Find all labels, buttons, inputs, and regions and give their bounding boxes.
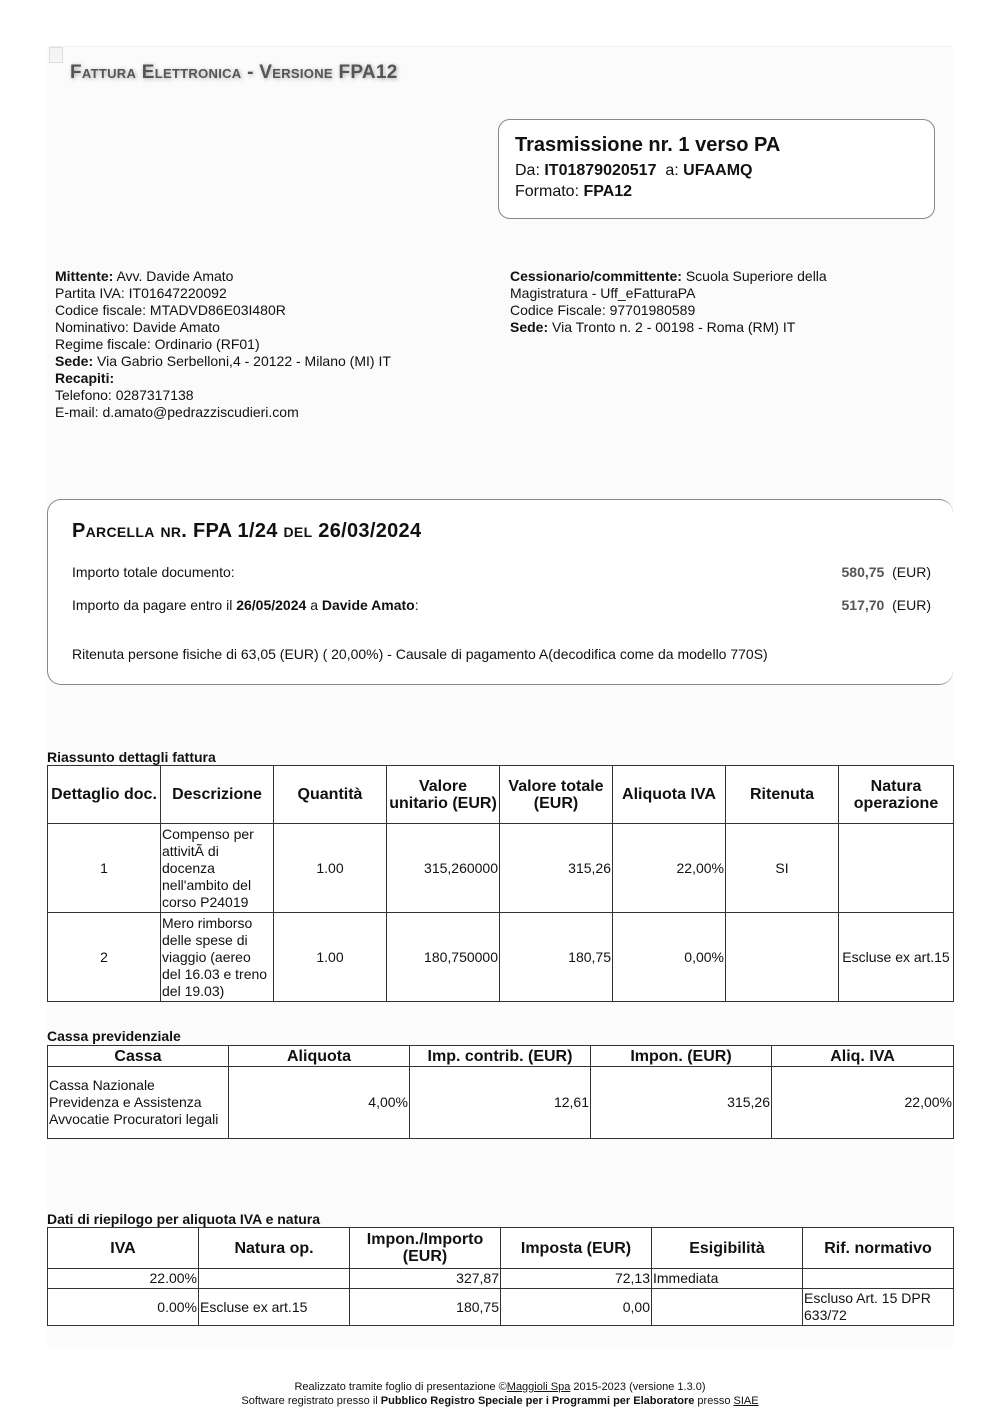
pension-header-row: Cassa Aliquota Imp. contrib. (EUR) Impon. (EUR) Aliq. IVA xyxy=(48,1046,954,1067)
broken-image-icon xyxy=(49,47,63,63)
table-row: 22.00% 327,87 72,13 Immediata xyxy=(48,1269,954,1289)
pension-table xyxy=(47,1045,954,1139)
transmission-heading: Trasmissione nr. 1 verso PA xyxy=(515,134,781,156)
details-header-row: Dettaglio doc. Descrizione Quantità Valore unitario (EUR) Valore totale (EUR) Aliquota IVA Ritenuta Natura operazione xyxy=(48,766,954,824)
total-amount-row: Importo totale documento: 580,75 (EUR) xyxy=(72,564,931,580)
details-section-title: Riassunto dettagli fattura xyxy=(47,749,216,765)
table-row: 0.00% Escluse ex art.15 180,75 0,00 Escluso Art. 15 DPR 633/72 xyxy=(48,1289,954,1326)
recipient-block: Cessionario/committente: Scuola Superiore della Magistratura - Uff_eFatturaPA Codice Fiscale: 97701980589 Sede: Via Tronto n. 2 - 00198 - Roma (RM) IT xyxy=(510,268,827,335)
invoice-number-title: Parcella nr. FPA 1/24 del 26/03/2024 xyxy=(72,520,422,542)
details-table xyxy=(47,765,954,1002)
maggioli-link[interactable]: Maggioli Spa xyxy=(506,1381,571,1393)
document-title: Fattura Elettronica - Versione FPA12 xyxy=(70,62,398,83)
footer-line-2: Software registrato presso il Pubblico Registro Speciale per i Programmi per Elaboratore presso SIAE xyxy=(241,1395,759,1407)
transmission-from-to: Da: IT01879020517 a: UFAAMQ xyxy=(515,162,753,179)
footer xyxy=(0,1380,1000,1408)
table-row: 1 Compenso per attivitÃ di docenza nell'ambito del corso P24019 1.00 315,260000 315,26 22,00% SI xyxy=(48,824,954,913)
summary-section-title: Dati di riepilogo per aliquota IVA e natura xyxy=(47,1211,321,1227)
table-row: 2 Mero rimborso delle spese di viaggio (aereo del 16.03 e treno del 19.03) 1.00 180,750000 180,75 0,00% Escluse ex art.15 xyxy=(48,913,954,1002)
siae-link[interactable]: SIAE xyxy=(733,1395,759,1407)
sender-block: Mittente: Avv. Davide Amato Partita IVA: IT01647220092 Codice fiscale: MTADVD86E03I480R Nominativo: Davide Amato Regime fiscale: Ordinario (RF01) Sede: Via Gabrio Serbelloni,4 - 20122 - Milano (MI) IT Recapiti: Telefono: 0287317138 E-mail: d.amato@pedrazziscudieri.com xyxy=(55,268,391,420)
vat-summary-table xyxy=(47,1227,954,1326)
table-row: Cassa Nazionale Previdenza e Assistenza Avvocatie Procuratori legali 4,00% 12,61 315,26 22,00% xyxy=(48,1067,954,1139)
transmission-box xyxy=(498,119,935,219)
pension-section-title: Cassa previdenziale xyxy=(47,1028,181,1044)
document-page xyxy=(47,46,953,1347)
vat-summary-header-row: IVA Natura op. Impon./Importo (EUR) Imposta (EUR) Esigibilità Rif. normativo xyxy=(48,1228,954,1269)
invoice-summary-box xyxy=(47,499,953,685)
footer-line-1: Realizzato tramite foglio di presentazione ©Maggioli Spa 2015-2023 (versione 1.3.0) xyxy=(294,1381,706,1393)
transmission-format: Formato: FPA12 xyxy=(515,183,633,200)
withholding-row: Ritenuta persone fisiche di 63,05 (EUR) ( 20,00%) - Causale di pagamento A(decodifica come da modello 770S) xyxy=(72,646,768,662)
amount-due-row: Importo da pagare entro il 26/05/2024 a Davide Amato: 517,70 (EUR) xyxy=(72,597,931,613)
